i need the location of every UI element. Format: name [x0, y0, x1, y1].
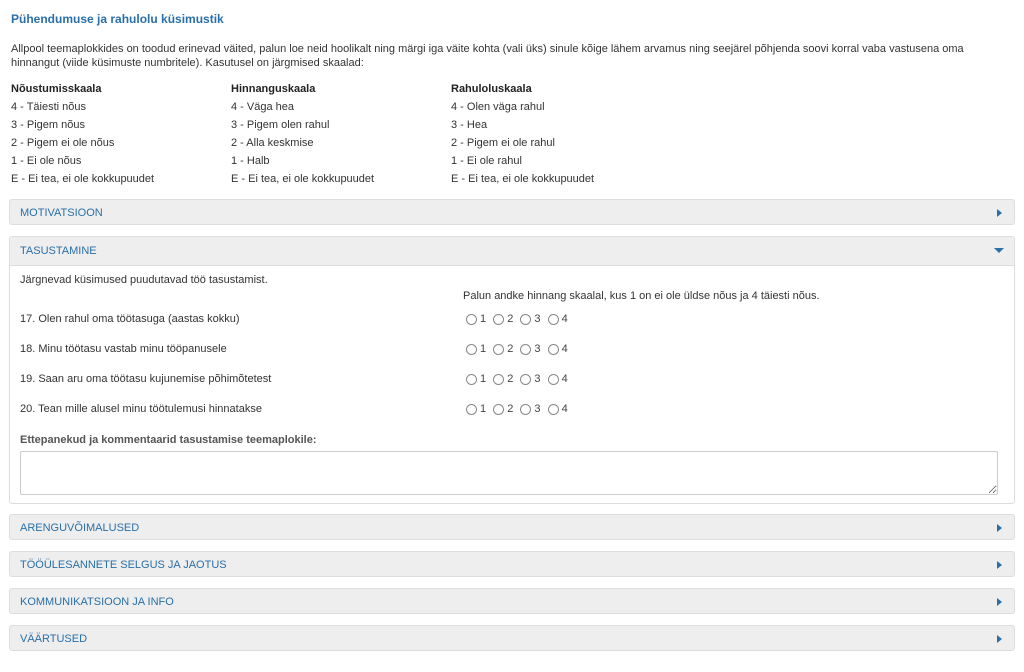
radio-button[interactable]	[466, 344, 477, 355]
radio-label: 4	[561, 343, 568, 356]
scale-item: E - Ei tea, ei ole kokkupuudet	[11, 173, 155, 185]
panel-title: KOMMUNIKATSIOON JA INFO	[20, 596, 174, 608]
scale-item: 1 - Ei ole rahul	[451, 155, 522, 167]
question-row	[20, 310, 1000, 328]
radio-button[interactable]	[466, 314, 477, 325]
question-label: 19. Saan aru oma töötasu kujunemise põhimõtetest	[20, 373, 272, 385]
question-row	[20, 340, 1000, 358]
radio-label: 2	[507, 403, 514, 416]
radio-option-4[interactable]	[548, 312, 568, 326]
radio-button[interactable]	[520, 404, 531, 415]
scale-heading: Nõustumisskaala	[11, 83, 102, 95]
radio-label: 1	[480, 313, 487, 326]
panel-vaartused[interactable]	[9, 625, 1015, 651]
chevron-right-icon	[997, 209, 1002, 217]
panel-arenguvoimalused[interactable]	[9, 514, 1015, 540]
radio-option-4[interactable]	[548, 342, 568, 356]
comment-textarea[interactable]	[20, 451, 998, 495]
panel-title: TASUSTAMINE	[20, 245, 97, 257]
radio-option-2[interactable]	[493, 312, 513, 326]
radio-label: 3	[534, 313, 541, 326]
radio-button[interactable]	[548, 344, 559, 355]
scale-heading: Hinnanguskaala	[231, 83, 316, 95]
chevron-right-icon	[997, 635, 1002, 643]
radio-label: 3	[534, 373, 541, 386]
page-title: Pühendumuse ja rahulolu küsimustik	[11, 12, 224, 26]
radio-group	[466, 402, 572, 416]
panel-tasustamine	[9, 236, 1015, 504]
radio-label: 2	[507, 373, 514, 386]
scale-item: E - Ei tea, ei ole kokkupuudet	[231, 173, 375, 185]
comment-label: Ettepanekud ja kommentaarid tasustamise teemaplokile:	[20, 434, 317, 446]
question-row	[20, 400, 1000, 418]
scale-item: 1 - Halb	[231, 155, 270, 167]
radio-group	[466, 312, 572, 326]
radio-label: 3	[534, 343, 541, 356]
radio-label: 4	[561, 313, 568, 326]
radio-button[interactable]	[493, 344, 504, 355]
radio-option-1[interactable]	[466, 312, 486, 326]
scale-item: E - Ei tea, ei ole kokkupuudet	[451, 173, 595, 185]
radio-button[interactable]	[520, 344, 531, 355]
radio-button[interactable]	[520, 314, 531, 325]
scale-item: 4 - Väga hea	[231, 101, 294, 113]
scale-hint: Palun andke hinnang skaalal, kus 1 on ei ole üldse nõus ja 4 täiesti nõus.	[463, 290, 820, 302]
radio-button[interactable]	[493, 404, 504, 415]
radio-button[interactable]	[548, 374, 559, 385]
question-row	[20, 370, 1000, 388]
question-label: 18. Minu töötasu vastab minu tööpanusele	[20, 343, 227, 355]
radio-label: 1	[480, 373, 487, 386]
panel-title: ARENGUVÕIMALUSED	[20, 522, 140, 534]
scale-item: 2 - Alla keskmise	[231, 137, 314, 149]
radio-option-3[interactable]	[520, 312, 540, 326]
question-label: 20. Tean mille alusel minu töötulemusi hinnatakse	[20, 403, 262, 415]
panel-motivatsioon[interactable]	[9, 199, 1015, 225]
radio-option-2[interactable]	[493, 402, 513, 416]
radio-label: 4	[561, 403, 568, 416]
scale-item: 3 - Pigem olen rahul	[231, 119, 330, 131]
radio-button[interactable]	[520, 374, 531, 385]
radio-option-1[interactable]	[466, 372, 486, 386]
scale-item: 2 - Pigem ei ole nõus	[11, 137, 115, 149]
radio-option-1[interactable]	[466, 342, 486, 356]
radio-option-3[interactable]	[520, 342, 540, 356]
question-label: 17. Olen rahul oma töötasuga (aastas kokku)	[20, 313, 240, 325]
radio-option-1[interactable]	[466, 402, 486, 416]
radio-label: 1	[480, 403, 487, 416]
radio-button[interactable]	[548, 404, 559, 415]
chevron-right-icon	[997, 561, 1002, 569]
radio-option-4[interactable]	[548, 372, 568, 386]
radio-label: 1	[480, 343, 487, 356]
scale-item: 2 - Pigem ei ole rahul	[451, 137, 555, 149]
scale-item: 3 - Pigem nõus	[11, 119, 85, 131]
scale-item: 1 - Ei ole nõus	[11, 155, 82, 167]
radio-button[interactable]	[466, 374, 477, 385]
radio-label: 2	[507, 343, 514, 356]
radio-button[interactable]	[493, 374, 504, 385]
scale-agreement	[11, 80, 231, 188]
section-intro: Järgnevad küsimused puudutavad töö tasustamist.	[20, 274, 268, 286]
scale-item: 4 - Olen väga rahul	[451, 101, 545, 113]
scale-item: 4 - Täiesti nõus	[11, 101, 87, 113]
intro-text: Allpool teemaplokkides on toodud erinevad väited, palun loe neid hoolikalt ning märgi iga väite kohta (vali üks) sinule kõige lähem arvamus ning seejärel põhjenda soovi korral vaba vastusena oma hinnangut (viide küsimuste numbritele). Kasutusel on järgmised skaalad:	[11, 43, 964, 69]
scale-rating	[231, 80, 451, 188]
radio-option-3[interactable]	[520, 372, 540, 386]
panel-tooulesanded[interactable]	[9, 551, 1015, 577]
radio-label: 3	[534, 403, 541, 416]
chevron-right-icon	[997, 598, 1002, 606]
panel-title: VÄÄRTUSED	[20, 633, 88, 645]
radio-button[interactable]	[548, 314, 559, 325]
panel-kommunikatsioon[interactable]	[9, 588, 1015, 614]
chevron-down-icon	[994, 248, 1004, 253]
scale-satisfaction	[451, 80, 671, 188]
radio-option-3[interactable]	[520, 402, 540, 416]
radio-option-2[interactable]	[493, 372, 513, 386]
radio-button[interactable]	[466, 404, 477, 415]
panel-title: TÖÖÜLESANNETE SELGUS JA JAOTUS	[20, 559, 227, 571]
radio-label: 4	[561, 373, 568, 386]
scale-item: 3 - Hea	[451, 119, 488, 131]
radio-group	[466, 372, 572, 386]
panel-title: MOTIVATSIOON	[20, 207, 103, 219]
chevron-right-icon	[997, 524, 1002, 532]
radio-option-2[interactable]	[493, 342, 513, 356]
radio-option-4[interactable]	[548, 402, 568, 416]
radio-label: 2	[507, 313, 514, 326]
scale-heading: Rahuloluskaala	[451, 83, 532, 95]
radio-button[interactable]	[493, 314, 504, 325]
radio-group	[466, 342, 572, 356]
panel-header-tasustamine[interactable]	[10, 237, 1014, 266]
